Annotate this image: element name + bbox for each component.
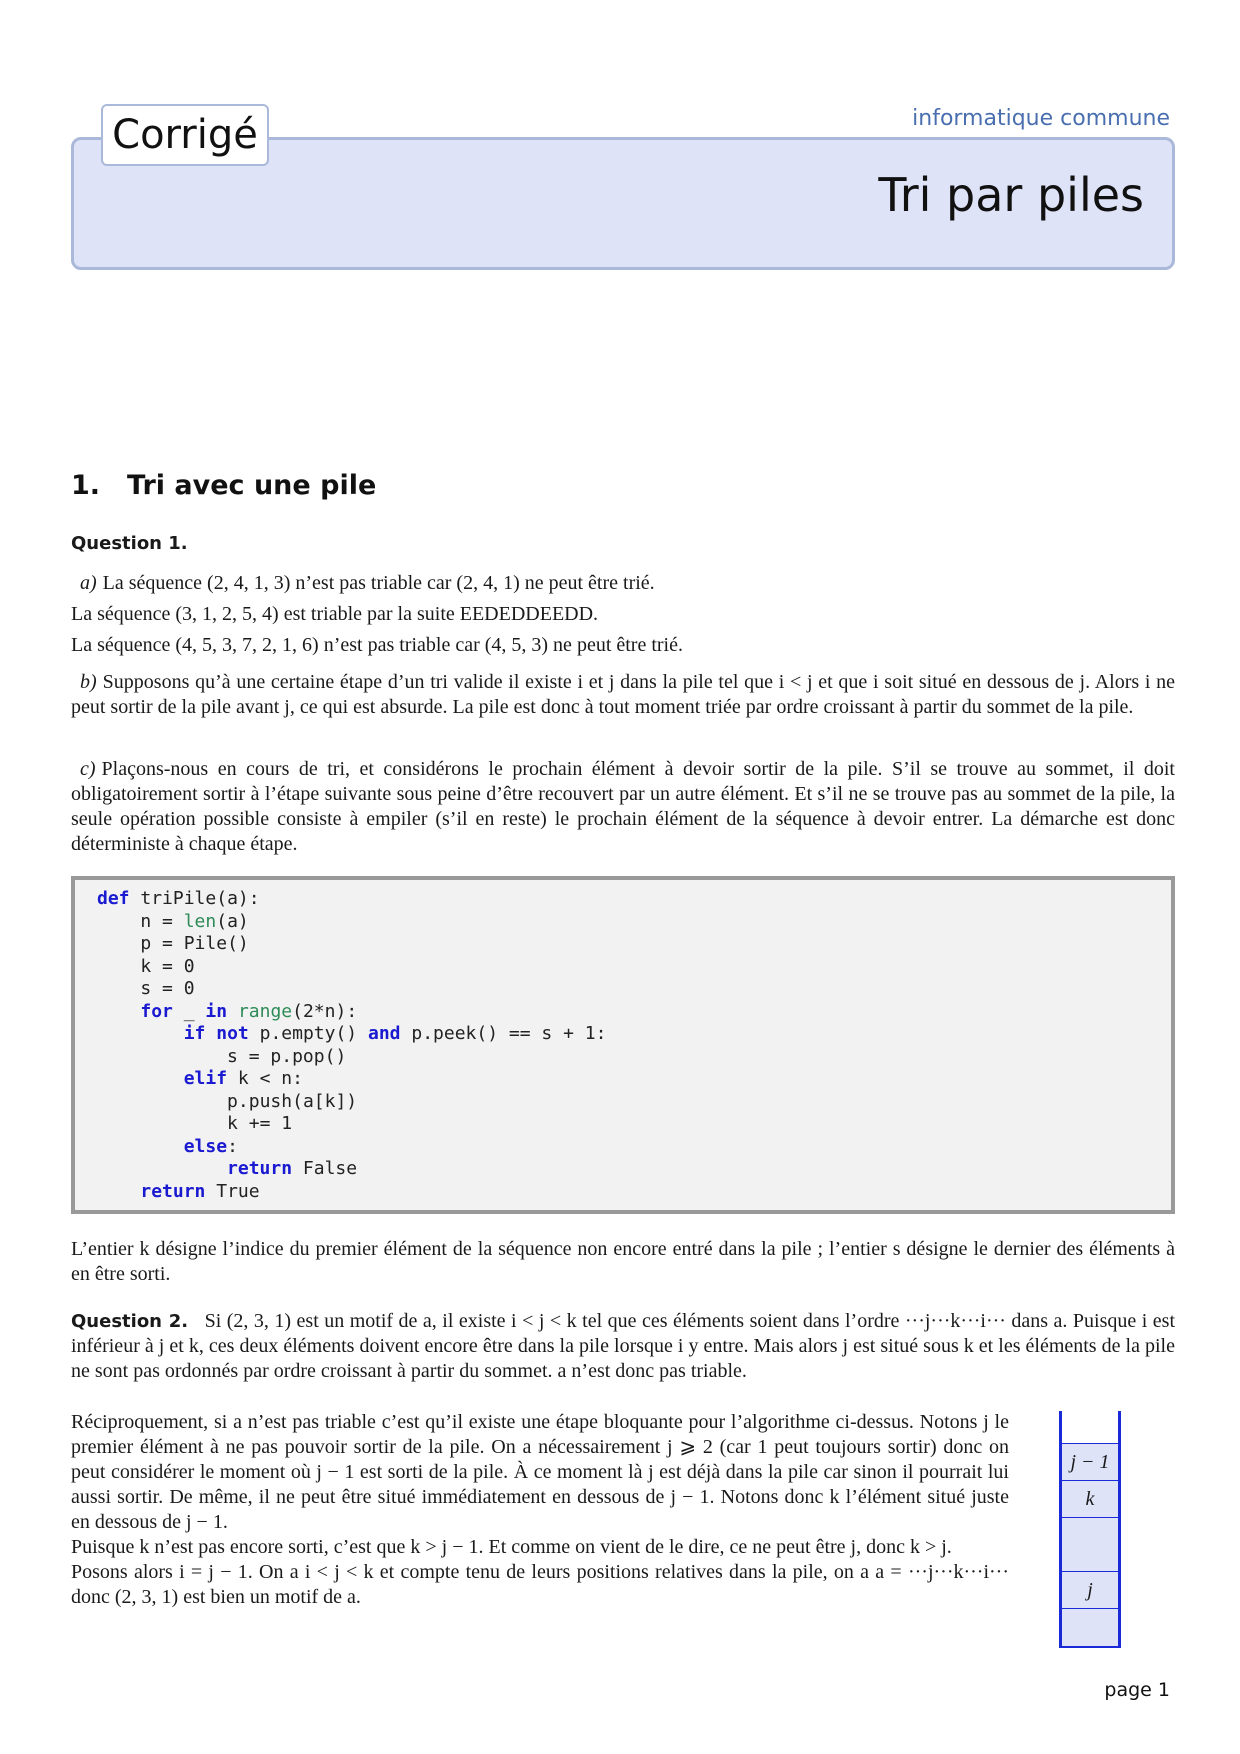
code-line: for _ in range(2*n): <box>140 1000 358 1022</box>
question1-a <box>71 571 1175 658</box>
item-c-label: c) <box>80 758 96 780</box>
stack-figure <box>1059 1411 1121 1648</box>
stack-cell-k: k <box>1062 1480 1118 1518</box>
item-a-line2: La séquence (3, 1, 2, 5, 4) est triable par la suite EEDEDDEEDD. <box>71 603 599 625</box>
question2-label: Question 2. <box>71 1311 189 1332</box>
item-a-line3: La séquence (4, 5, 3, 7, 2, 1, 6) n’est pas triable car (4, 5, 3) ne peut être trié. <box>71 634 683 656</box>
code-explanation <box>71 1237 1175 1287</box>
code-line: n = len(a) <box>140 910 249 932</box>
page-number: page 1 <box>1104 1679 1170 1701</box>
question1-heading <box>71 531 1175 556</box>
corrige-tab: Corrigé <box>101 104 269 166</box>
code-line: p.push(a[k]) <box>227 1090 358 1112</box>
code-line: s = 0 <box>140 978 195 999</box>
stack-cell-bottom <box>1062 1608 1118 1646</box>
question1-b <box>71 670 1175 720</box>
code-explanation-text: L’entier k désigne l’indice du premier élément de la séquence non encore entré dans la pile ; l’entier s désigne le dernier des éléments à en être sorti. <box>71 1238 1175 1285</box>
posons-text: Posons alors i = j − 1. On a i < j < k et compte tenu de leurs positions relatives dans la pile, on a a = ···j···k···i··· donc (2, 3, 1) est bien un motif de a. <box>71 1561 1009 1608</box>
item-c-text: Plaçons-nous en cours de tri, et considérons le prochain élément à devoir sortir de la pile. S’il se trouve au sommet, il doit obligatoirement sortir à l’étape suivante sous peine d’être recouvert par un autre élément. Et s’il ne se trouve pas au sommet de la pile, la seule opération possible consiste à empiler (s’il en reste) le prochain élément de la séquence à devoir entrer. La démarche est donc déterministe à chaque étape. <box>71 758 1175 855</box>
page-title: Tri par piles <box>878 168 1144 222</box>
subject-label: informatique commune <box>912 106 1170 131</box>
code-line: k += 1 <box>227 1113 293 1134</box>
puisque-text: Puisque k n’est pas encore sorti, c’est que k > j − 1. Et comme on vient de le dire, ce ne peut être j, donc k > j. <box>71 1536 952 1558</box>
code-line: elif k < n: <box>183 1068 303 1089</box>
section-title <box>71 470 376 501</box>
question2-text: Si (2, 3, 1) est un motif de a, il existe i < j < k tel que ces éléments soient dans l’ordre ···j···k···i··· dans a. Puisque i est inférieur à j et k, ces deux éléments doivent encore être dans la pile lorsque i y entre. Mais alors j est situé sous k et les éléments de la pile ne sont pas ordonnés par ordre croissant à partir du sommet. a n’est donc pas triable. <box>71 1310 1176 1382</box>
item-a-line1: La séquence (2, 4, 1, 3) n’est pas triable car (2, 4, 1) ne peut être trié. <box>102 572 655 594</box>
item-b-text: Supposons qu’à une certaine étape d’un tri valide il existe i et j dans la pile tel que i < j et que i soit situé en dessous de j. Alors i ne peut sortir de la pile avant j, ce qui est absurde. La pile est donc à tout moment triée par ordre croissant à partir du sommet de la pile. <box>71 671 1175 718</box>
code-line: return False <box>227 1158 358 1179</box>
stack-cell-j: j <box>1062 1571 1118 1609</box>
code-line: else: <box>183 1135 238 1157</box>
question2-reciprocal <box>71 1410 1009 1610</box>
code-line: p = Pile() <box>140 933 249 954</box>
code-line: if not p.empty() and p.peek() == s + 1: <box>183 1023 607 1044</box>
item-b-label: b) <box>80 671 97 693</box>
section-title-text: Tri avec une pile <box>127 470 377 501</box>
code-line: return True <box>140 1180 260 1202</box>
question1-label: Question 1. <box>71 533 188 554</box>
code-line: def triPile(a): <box>97 888 260 909</box>
reciprocal-text: Réciproquement, si a n’est pas triable c’est qu’il existe une étape bloquante pour l’algorithme ci-dessus. Notons j le premier élément à ne pas pouvoir sortir de la pile. On a nécessairement j ⩾ 2 (car 1 peut toujours sortir) donc on peut considérer le moment où j − 1 est sorti de la pile. À ce moment là j est déjà dans la pile car sinon il pourrait lui aussi sortir. De même, il ne peut être situé immédiatement en dessous de j − 1. Notons donc k l’élément situé juste en dessous de j − 1. <box>71 1411 1009 1533</box>
code-listing <box>71 876 1175 1214</box>
stack-cell-j-minus-1: j − 1 <box>1062 1443 1118 1481</box>
question2 <box>71 1309 1175 1384</box>
section-number: 1. <box>71 470 101 501</box>
item-a-label: a) <box>80 572 97 594</box>
stack-cell-gap <box>1062 1517 1118 1572</box>
code-line: k = 0 <box>140 955 195 977</box>
code-block <box>97 888 606 1203</box>
question1-c <box>71 757 1175 857</box>
code-line: s = p.pop() <box>227 1045 347 1067</box>
